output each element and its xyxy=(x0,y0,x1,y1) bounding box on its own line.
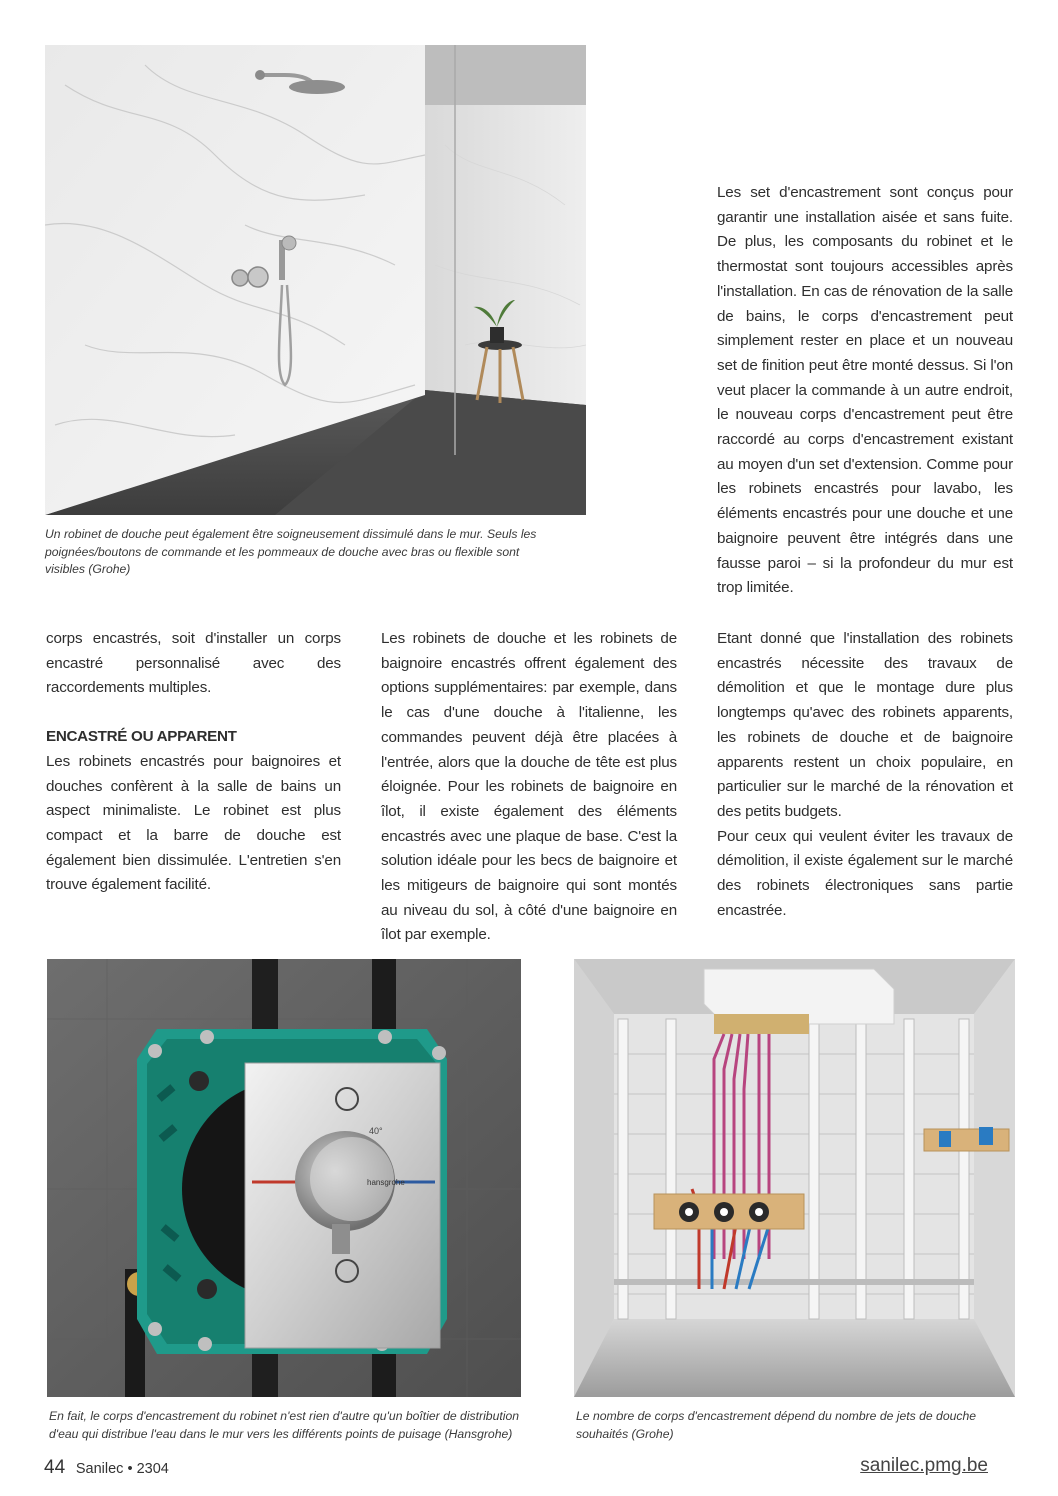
photo-wall-installation xyxy=(574,959,1015,1397)
text-column-3 xyxy=(717,627,1013,923)
page-number: 44 xyxy=(44,1457,66,1478)
paragraph: Les set d'encastrement sont conçus pour garantir une installation aisée et sans fuite. De plus, les composants du robinet et le thermostat sont toujours accessibles après l'installation. En cas de rénovation de la salle de bains, le corps d'encastrement peut simplement rester en place et un nouveau set de finition peut être monté dessus. Si l'on veut placer la commande à un autre endroit, le nouveau corps d'encastrement peut être raccordé au corps d'encastrement existant au moyen d'un set d'extension. Comme pour les robinets encastrés pour lavabo, les éléments encastrés pour une douche et une baignoire peuvent être intégrés dans une fausse paroi – si la profondeur du mur est trop limitée. xyxy=(717,184,1013,597)
magazine-issue: Sanilec • 2304 xyxy=(75,1461,169,1477)
brand-label: hansgrohe xyxy=(367,1178,405,1187)
section-heading: ENCASTRÉ OU APPARENT xyxy=(46,728,237,746)
paragraph: corps encastrés, soit d'installer un corps encastré personnalisé avec des raccordements multiples. xyxy=(46,630,341,697)
photo-marble-shower xyxy=(45,45,586,515)
caption-marble-shower: Un robinet de douche peut également être soigneusement dissimulé dans le mur. Seuls les poignées/boutons de commande et les pommeaux de douche avec bras ou flexible sont visibles (Grohe) xyxy=(45,527,537,576)
text-column-2 xyxy=(381,627,677,948)
website-link[interactable]: sanilec.pmg.be xyxy=(860,1455,988,1476)
temperature-label: 40° xyxy=(369,1126,383,1136)
caption-hansgrohe-valve: En fait, le corps d'encastrement du robinet n'est rien d'autre qu'un boîtier de distribution d'eau qui distribue l'eau dans le mur vers les différents points de puisage (Hansgrohe) xyxy=(49,1409,519,1441)
photo-hansgrohe-valve xyxy=(47,959,521,1397)
text-column-1 xyxy=(46,627,341,898)
footer-page-info xyxy=(44,1457,169,1479)
text-column-top-right xyxy=(717,181,1013,601)
paragraph: Les robinets de douche et les robinets de baignoire encastrés offrent également des options supplémentaires: par exemple, dans le cas d'une douche à l'italienne, les commandes peuvent déjà être placées à l'entrée, alors que la douche de tête est plus éloignée. Pour les robinets de baignoire en îlot, il existe également des éléments encastrés avec une plaque de base. C'est la solution idéale pour les becs de baignoire et les mitigeurs de baignoire qui sont montés au niveau du sol, à côté d'une baignoire en îlot par exemple. xyxy=(381,630,677,944)
paragraph: Etant donné que l'installation des robinets encastrés nécessite des travaux de démolition et que le montage dure plus longtemps qu'avec des robinets apparents, les robinets de douche et de baignoire apparents restent un choix populaire, en particulier sur le marché de la rénovation et des petits budgets. xyxy=(717,630,1013,820)
caption-wall-installation: Le nombre de corps d'encastrement dépend du nombre de jets de douche souhaités (Grohe) xyxy=(576,1409,977,1441)
paragraph: Les robinets encastrés pour baignoires et douches confèrent à la salle de bains un aspect minimaliste. Le robinet est plus compact et la barre de douche est également bien dissimulée. L'entretien s'en trouve également facilité. xyxy=(46,752,341,894)
paragraph: Pour ceux qui veulent éviter les travaux de démolition, il existe également sur le marché des robinets électroniques sans partie encastrée. xyxy=(717,827,1013,919)
